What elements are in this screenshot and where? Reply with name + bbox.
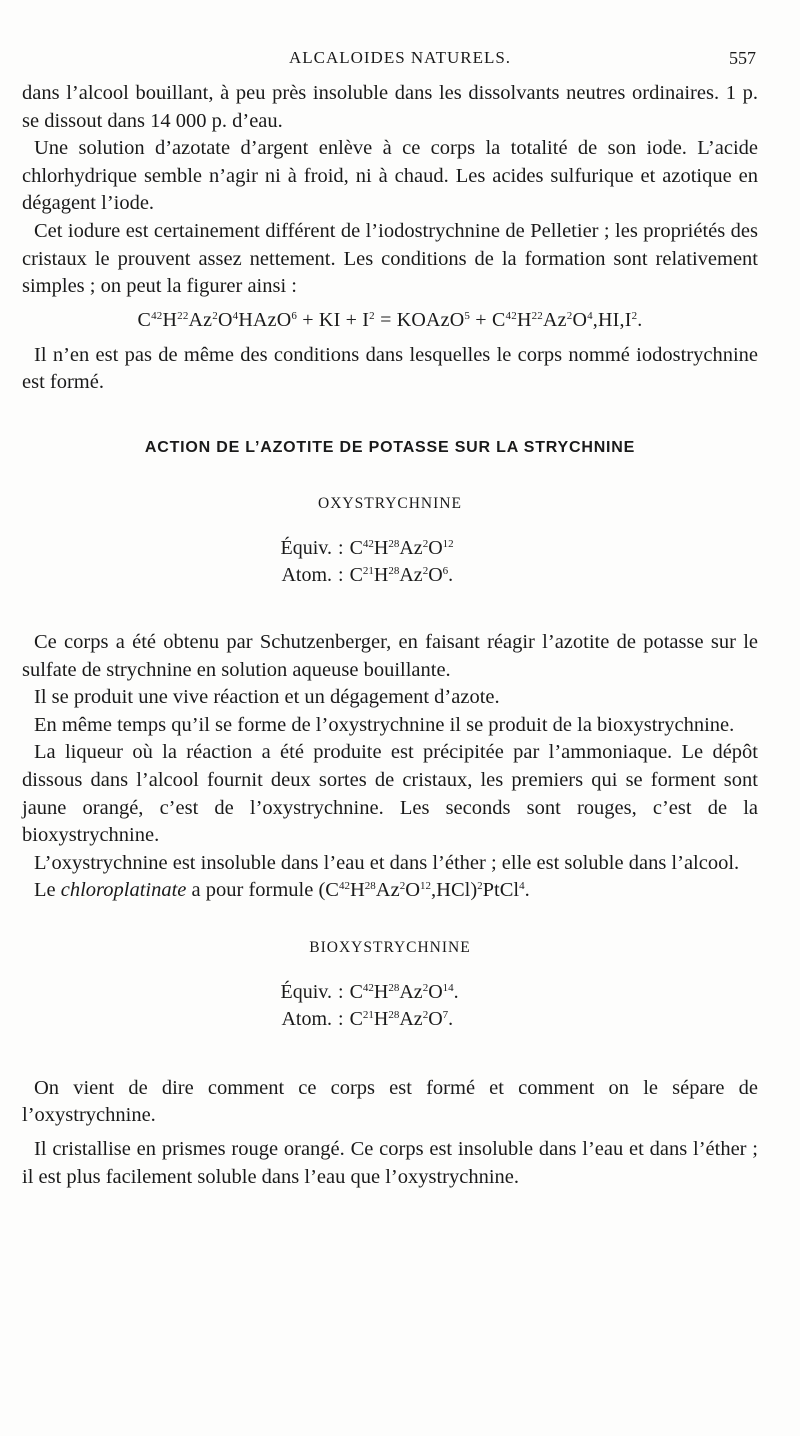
paragraph: Ce corps a été obtenu par Schutzenberger, en faisant réagir l’azotite de potasse sur le sulfate de strychnine en solution aqueuse bouillante.: [22, 630, 758, 681]
paragraph: La liqueur où la réaction a été produite est précipitée par l’ammoniaque. Le dépôt dissous dans l’alcool fournit deux sortes de cristaux, les premiers qui se forment sont jaune orangé, c’est de l’oxystrychnine. Les seconds sont rouges, c’est de la bioxystrychnine.: [22, 741, 758, 847]
equiv-formula-row: Équiv. : $C^{42}H^{28}Az^2O^{14}$.: [280, 980, 459, 1003]
paragraph: Une solution d’azotate d’argent enlève à ce corps la totalité de son iode. L’acide chlorhydrique semble n’agir ni à froid, ni à chaud. Les acides sulfurique et azotique en dégagent l’iode.: [22, 137, 758, 215]
page-body: [22, 80, 758, 1191]
paragraph: Il cristallise en prismes rouge orangé. Ce corps est insoluble dans l’eau et dans l’éther ; il est plus facilement soluble dans l’eau que l’oxystrychnine.: [22, 1138, 758, 1188]
paragraph: L’oxystrychnine est insoluble dans l’eau et dans l’éther ; elle est soluble dans l’alcool.: [34, 851, 740, 874]
paragraph: Il n’en est pas de même des conditions dans lesquelles le corps nommé iodostrychnine est formé.: [22, 343, 758, 394]
page-number: 557: [729, 48, 756, 68]
oxystrychnine-formulas: [260, 535, 520, 589]
paragraph: dans l’alcool bouillant, à peu près insoluble dans les dissolvants neutres ordinaires. 1 p. se dissout dans 14 000 p. d’eau.: [22, 82, 758, 132]
oxystrychnine-heading: OXYSTRYCHNINE: [318, 494, 462, 512]
paragraph: En même temps qu’il se forme de l’oxystrychnine il se produit de la bioxystrychnine.: [34, 713, 735, 736]
bioxystrychnine-formulas: [260, 979, 520, 1033]
paragraph: On vient de dire comment ce corps est formé et comment on le sépare de l’oxystrychnine.: [22, 1076, 758, 1127]
paragraph-chloroplatinate: Le chloroplatinate a pour formule $(C^{42}H^{28}Az^2O^{12},HCl)^2PtCl^4$.: [34, 879, 530, 902]
reaction-formula: $C^{42}H^{22}Az^2O^4HAzO^6$ + KI + $I^2$ = KOAzO$^5$ + $C^{42}H^{22}Az^2O^4,HI,I^2$.: [137, 308, 643, 331]
atom-formula-row: Atom. : $C^{21}H^{28}Az^2O^6$.: [281, 563, 454, 586]
bioxystrychnine-heading: BIOXYSTRYCHNINE: [309, 938, 471, 956]
chloroplatinate-term: chloroplatinate: [60, 879, 187, 902]
atom-formula-row: Atom. : $C^{21}H^{28}Az^2O^7$.: [281, 1007, 454, 1030]
paragraph: Il se produit une vive réaction et un dégagement d’azote.: [34, 686, 500, 709]
chloroplatinate-formula: $(C^{42}H^{28}Az^2O^{12},HCl)^2PtCl^4$.: [318, 879, 530, 902]
equiv-formula-row: Équiv. : $C^{42}H^{28}Az^2O^{12}$: [280, 536, 454, 559]
section-heading: ACTION DE L’AZOTITE DE POTASSE SUR LA STRYCHNINE: [144, 438, 636, 456]
running-header: [0, 44, 800, 74]
paragraph: Cet iodure est certainement différent de l’iodostrychnine de Pelletier ; les propriétés des cristaux le prouvent assez nettement. Les conditions de la formation sont relativement simples ; on peut la figurer ainsi :: [22, 219, 758, 298]
running-title: ALCALOIDES NATURELS.: [288, 48, 512, 67]
